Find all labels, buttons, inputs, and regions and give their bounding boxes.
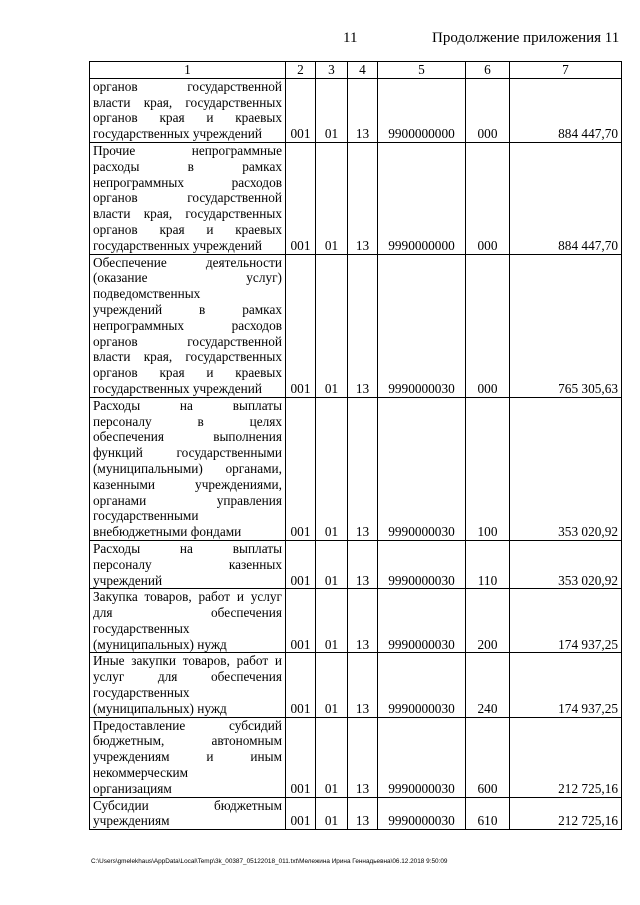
expense-name-line: государственных: [93, 685, 190, 701]
expense-name-line: Обеспечение деятельности: [93, 254, 282, 270]
table-body: [90, 78, 622, 829]
expense-name-line: внебюджетными фондами: [93, 524, 242, 540]
expense-name-line: Закупка товаров, работ и услуг: [93, 589, 282, 605]
table-row: [90, 254, 622, 397]
expense-name-line: Иные закупки товаров, работ и: [93, 653, 282, 669]
target-article-cell: 9990000030: [378, 797, 466, 830]
section-code-cell: 01: [316, 142, 348, 254]
expense-type-cell: 110: [466, 540, 510, 588]
section-code-cell: 01: [316, 397, 348, 540]
expense-name-cell: [90, 589, 286, 653]
expense-name-line: Прочие непрограммные: [93, 142, 282, 158]
expense-name-line: обеспечения выполнения: [93, 429, 282, 445]
expense-name-cell: [90, 142, 286, 254]
expense-name-cell: [90, 653, 286, 717]
section-code-cell: 01: [316, 717, 348, 797]
ministry-code-cell: 001: [286, 142, 316, 254]
column-header: 6: [466, 62, 510, 79]
expense-name-line: власти края, государственных: [93, 94, 282, 110]
expense-name-line: Расходы на выплаты: [93, 540, 282, 556]
expense-name-line: Расходы на выплаты: [93, 397, 282, 413]
subsection-code-cell: 13: [348, 78, 378, 142]
table-row: [90, 653, 622, 717]
column-header: 1: [90, 62, 286, 79]
ministry-code-cell: 001: [286, 717, 316, 797]
column-header: 7: [510, 62, 622, 79]
column-header: 5: [378, 62, 466, 79]
amount-cell: 353 020,92: [510, 540, 622, 588]
expense-name-line: персоналу в целях: [93, 413, 282, 429]
expense-name-line: органами управления: [93, 492, 282, 508]
amount-cell: 884 447,70: [510, 78, 622, 142]
expense-name-line: непрограммных расходов: [93, 317, 282, 333]
section-code-cell: 01: [316, 254, 348, 397]
table-row: [90, 78, 622, 142]
target-article-cell: 9990000030: [378, 254, 466, 397]
expense-name-line: подведомственных: [93, 286, 201, 302]
expense-name-line: органов государственной: [93, 78, 282, 94]
expense-type-cell: 240: [466, 653, 510, 717]
amount-cell: 884 447,70: [510, 142, 622, 254]
target-article-cell: 9990000030: [378, 717, 466, 797]
section-code-cell: 01: [316, 589, 348, 653]
expense-name-line: государственных учреждений: [93, 126, 262, 142]
amount-cell: 212 725,16: [510, 797, 622, 830]
target-article-cell: 9990000030: [378, 397, 466, 540]
continuation-label: Продолжение приложения 11: [432, 30, 620, 46]
amount-cell: 353 020,92: [510, 397, 622, 540]
column-header: 3: [316, 62, 348, 79]
expense-name-line: функций государственными: [93, 445, 282, 461]
target-article-cell: 9990000030: [378, 540, 466, 588]
subsection-code-cell: 13: [348, 254, 378, 397]
expense-name-line: бюджетным, автономным: [93, 733, 282, 749]
expense-type-cell: 000: [466, 254, 510, 397]
expense-name-cell: [90, 540, 286, 588]
subsection-code-cell: 13: [348, 142, 378, 254]
ministry-code-cell: 001: [286, 797, 316, 830]
target-article-cell: 9990000030: [378, 589, 466, 653]
column-header: 4: [348, 62, 378, 79]
expense-name-line: (муниципальными) органами,: [93, 460, 282, 476]
target-article-cell: 9900000000: [378, 78, 466, 142]
expense-name-line: (муниципальных) нужд: [93, 636, 227, 652]
amount-cell: 174 937,25: [510, 653, 622, 717]
file-path-footer: C:\Users\gmelekhaus\AppData\Local\Temp\3k_00387_05122018_011.txt\Мележина Ирина Геннадьевна\06.12.2018 9:50:09: [91, 858, 448, 865]
expense-name-line: органов государственной: [93, 333, 282, 349]
ministry-code-cell: 001: [286, 78, 316, 142]
expense-name-line: государственных: [93, 620, 190, 636]
expense-name-cell: [90, 717, 286, 797]
table-row: [90, 797, 622, 830]
table-header-row: [90, 62, 622, 79]
expense-name-line: государственных учреждений: [93, 237, 262, 253]
ministry-code-cell: 001: [286, 254, 316, 397]
ministry-code-cell: 001: [286, 397, 316, 540]
expense-name-cell: [90, 797, 286, 830]
expense-type-cell: 100: [466, 397, 510, 540]
expense-name-line: государственных учреждений: [93, 380, 262, 396]
subsection-code-cell: 13: [348, 653, 378, 717]
expense-name-line: учреждений в рамках: [93, 301, 282, 317]
amount-cell: 212 725,16: [510, 717, 622, 797]
table-row: [90, 397, 622, 540]
expense-name-line: услуг для обеспечения: [93, 669, 282, 685]
expense-name-line: органов края и краевых: [93, 365, 282, 381]
expense-name-line: Предоставление субсидий: [93, 717, 282, 733]
table-row: [90, 142, 622, 254]
expense-type-cell: 610: [466, 797, 510, 830]
section-code-cell: 01: [316, 540, 348, 588]
subsection-code-cell: 13: [348, 717, 378, 797]
expense-name-cell: [90, 78, 286, 142]
expense-name-line: некоммерческим: [93, 765, 189, 781]
expense-name-line: органов края и краевых: [93, 221, 282, 237]
section-code-cell: 01: [316, 653, 348, 717]
expense-name-line: органов края и краевых: [93, 110, 282, 126]
expense-name-line: организациям: [93, 780, 172, 796]
amount-cell: 765 305,63: [510, 254, 622, 397]
expense-name-line: учреждениям: [93, 813, 170, 829]
expense-name-line: персоналу казенных: [93, 556, 282, 572]
target-article-cell: 9990000030: [378, 653, 466, 717]
expense-name-line: Субсидии бюджетным: [93, 797, 282, 813]
target-article-cell: 9990000000: [378, 142, 466, 254]
expense-name-line: государственными: [93, 508, 199, 524]
ministry-code-cell: 001: [286, 589, 316, 653]
expense-name-line: (оказание услуг): [93, 270, 282, 286]
column-header: 2: [286, 62, 316, 79]
expense-name-cell: [90, 397, 286, 540]
expense-type-cell: 600: [466, 717, 510, 797]
budget-table: [89, 61, 622, 830]
expense-type-cell: 000: [466, 78, 510, 142]
amount-cell: 174 937,25: [510, 589, 622, 653]
expense-name-line: непрограммных расходов: [93, 174, 282, 190]
table-row: [90, 717, 622, 797]
expense-name-line: органов государственной: [93, 190, 282, 206]
page-number: 11: [343, 30, 358, 46]
expense-type-cell: 000: [466, 142, 510, 254]
table-row: [90, 540, 622, 588]
expense-name-line: власти края, государственных: [93, 349, 282, 365]
expense-name-line: (муниципальных) нужд: [93, 700, 227, 716]
expense-type-cell: 200: [466, 589, 510, 653]
subsection-code-cell: 13: [348, 540, 378, 588]
expense-name-line: учреждениям и иным: [93, 749, 282, 765]
expense-name-line: для обеспечения: [93, 605, 282, 621]
expense-name-line: власти края, государственных: [93, 206, 282, 222]
subsection-code-cell: 13: [348, 397, 378, 540]
expense-name-line: расходы в рамках: [93, 158, 282, 174]
section-code-cell: 01: [316, 78, 348, 142]
subsection-code-cell: 13: [348, 589, 378, 653]
table-row: [90, 589, 622, 653]
ministry-code-cell: 001: [286, 540, 316, 588]
ministry-code-cell: 001: [286, 653, 316, 717]
section-code-cell: 01: [316, 797, 348, 830]
subsection-code-cell: 13: [348, 797, 378, 830]
expense-name-line: учреждений: [93, 572, 163, 588]
expense-name-line: казенными учреждениями,: [93, 476, 282, 492]
expense-name-cell: [90, 254, 286, 397]
